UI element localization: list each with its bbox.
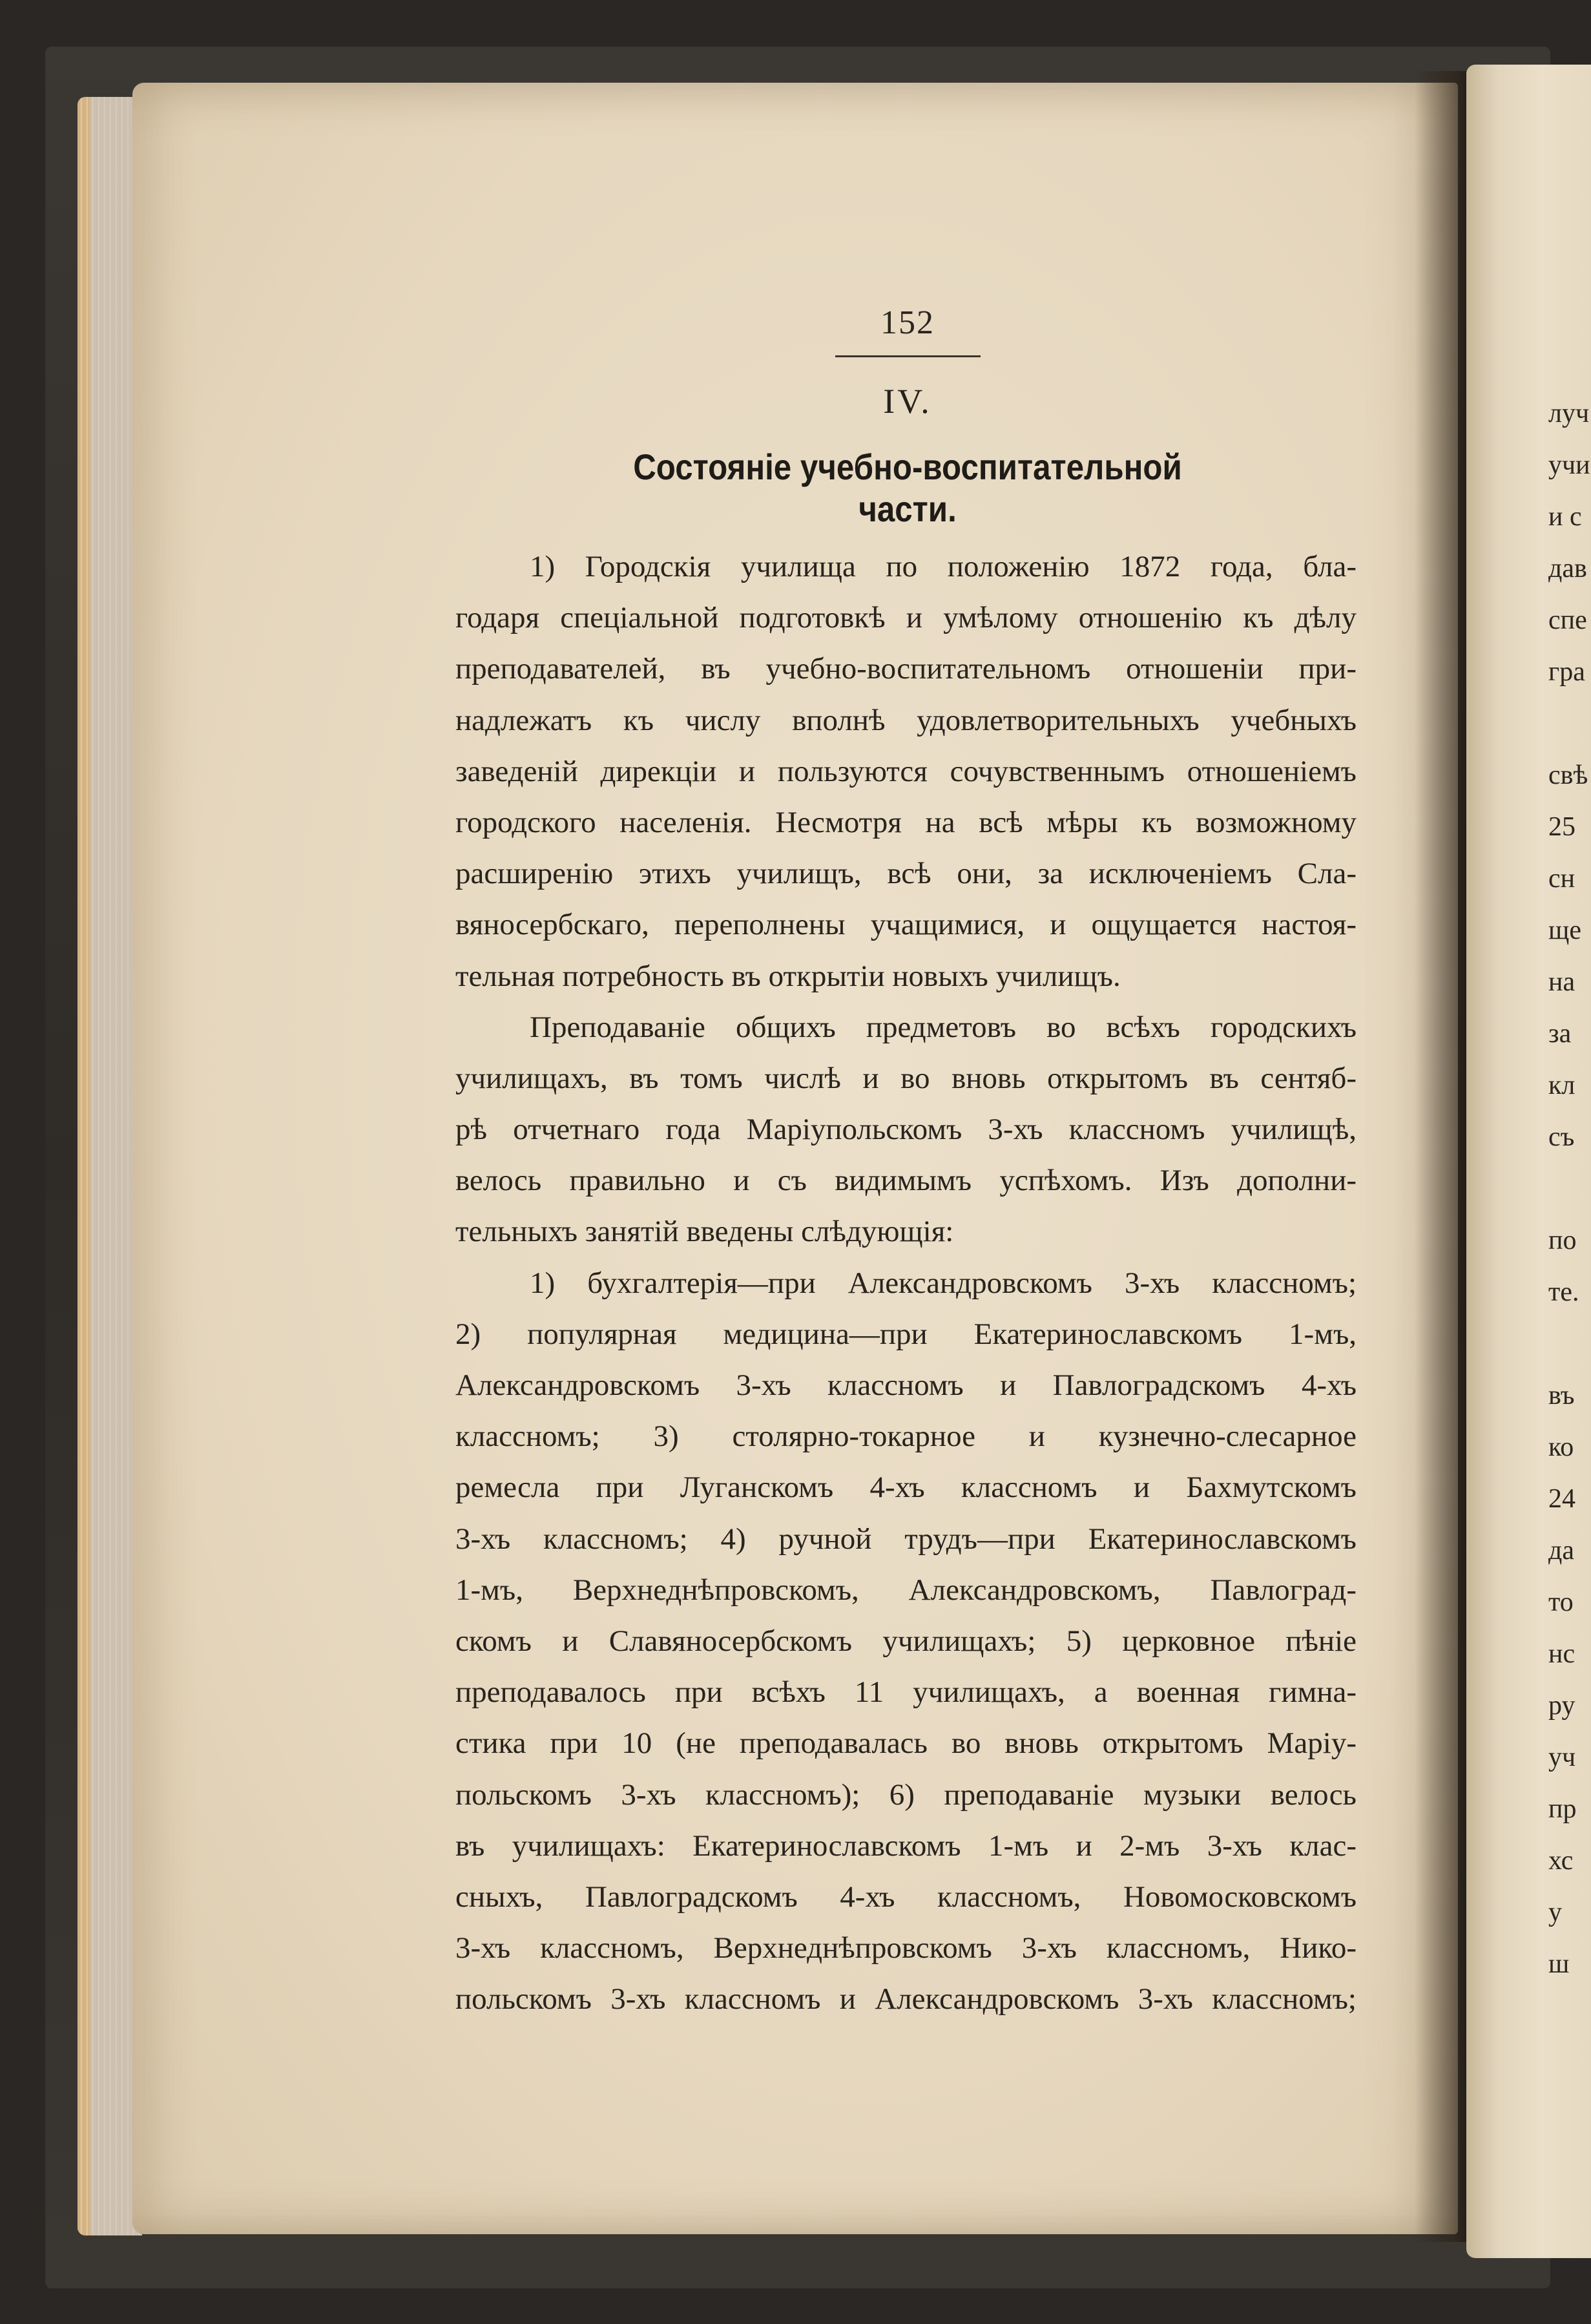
text-line: училищахъ, въ томъ числѣ и во вновь открытомъ въ сентяб- bbox=[455, 1061, 1357, 1095]
right-page-line: 25 bbox=[1548, 812, 1575, 842]
right-page-text-fragments bbox=[1548, 388, 1591, 1990]
right-page-line: ще bbox=[1548, 916, 1581, 945]
text-line: вяносербскаго, переполнены учащимися, и ощущается настоя- bbox=[455, 908, 1357, 942]
right-page-line: луч bbox=[1548, 399, 1590, 428]
text-line: годаря спеціальной подготовкѣ и умѣлому отношенію къ дѣлу bbox=[455, 601, 1357, 635]
text-line: 2) популярная медицина—при Екатеринославскомъ 1-мъ, bbox=[455, 1317, 1357, 1351]
right-page-line: хс bbox=[1548, 1846, 1574, 1876]
right-page-line: нс bbox=[1548, 1639, 1575, 1669]
text-line: классномъ; 3) столярно-токарное и кузнечно-слесарное bbox=[455, 1419, 1357, 1454]
right-page-line: да bbox=[1548, 1536, 1575, 1565]
right-page-line: спе bbox=[1548, 605, 1587, 635]
right-page-line: уч bbox=[1548, 1743, 1576, 1772]
text-line: польскомъ 3-хъ классномъ и Александровскомъ 3-хъ классномъ; bbox=[455, 1982, 1357, 2016]
text-line: городского населенія. Несмотря на всѣ мѣры къ возможному bbox=[455, 805, 1357, 839]
right-page-line: въ bbox=[1548, 1381, 1575, 1410]
right-page-line: те. bbox=[1548, 1277, 1579, 1307]
section-title: Состояніе учебно-воспитательной части. bbox=[633, 446, 1182, 529]
right-page-line: на bbox=[1548, 967, 1575, 997]
text-line: 3-хъ классномъ; 4) ручной трудъ—при Екатеринославскомъ bbox=[455, 1522, 1357, 1556]
right-page-line bbox=[1548, 698, 1591, 749]
text-line: 1-мъ, Верхнеднѣпровскомъ, Александровскомъ, Павлоград- bbox=[455, 1573, 1357, 1607]
right-page-line: дав bbox=[1548, 554, 1587, 583]
text-line: тельныхъ занятій введены слѣдующія: bbox=[455, 1215, 954, 1249]
right-page-line: учи bbox=[1548, 450, 1590, 480]
page-number: 152 bbox=[880, 304, 935, 341]
text-line: расширенію этихъ училищъ, всѣ они, за исключеніемъ Сла- bbox=[455, 857, 1357, 891]
text-line: тельная потребность въ открытіи новыхъ училищъ. bbox=[455, 959, 1121, 993]
right-page-line: ш bbox=[1548, 1949, 1570, 1979]
right-page-line: по bbox=[1548, 1226, 1577, 1255]
right-page-line: съ bbox=[1548, 1122, 1575, 1152]
text-line: велось правильно и съ видимымъ успѣхомъ. Изъ дополни- bbox=[455, 1164, 1357, 1198]
text-line: стика при 10 (не преподавалась во вновь открытомъ Маріу- bbox=[455, 1726, 1357, 1761]
right-page-line: то bbox=[1548, 1587, 1574, 1617]
right-page-line: ру bbox=[1548, 1691, 1575, 1721]
text-line: сныхъ, Павлоградскомъ 4-хъ классномъ, Новомосковскомъ bbox=[455, 1879, 1357, 1914]
right-page-line: пр bbox=[1548, 1794, 1577, 1824]
text-line: заведеній дирекціи и пользуются сочувственнымъ отношеніемъ bbox=[455, 754, 1357, 788]
text-line: преподавалось при всѣхъ 11 училищахъ, а военная гимна- bbox=[455, 1675, 1357, 1710]
page-number-rule bbox=[835, 355, 981, 357]
body-text bbox=[455, 541, 1357, 2025]
text-line: польскомъ 3-хъ классномъ); 6) преподаваніе музыки велось bbox=[455, 1777, 1357, 1812]
text-line: 1) Городскія училища по положенію 1872 года, бла- bbox=[530, 550, 1357, 583]
right-page-line: ко bbox=[1548, 1432, 1574, 1462]
text-line: преподавателей, въ учебно-воспитательномъ отношеніи при- bbox=[455, 652, 1357, 686]
section-number: IV. bbox=[883, 382, 932, 421]
right-page-line: 24 bbox=[1548, 1484, 1575, 1514]
text-line: надлежатъ къ числу вполнѣ удовлетворительныхъ учебныхъ bbox=[455, 703, 1357, 737]
right-page-line: у bbox=[1548, 1898, 1562, 1927]
right-page-line: за bbox=[1548, 1019, 1572, 1049]
text-line: 3-хъ классномъ, Верхнеднѣпровскомъ 3-хъ классномъ, Нико- bbox=[455, 1931, 1357, 1965]
text-line: 1) бухгалтерія—при Александровскомъ 3-хъ классномъ; bbox=[530, 1266, 1357, 1300]
text-line: скомъ и Славяносербскомъ училищахъ; 5) церковное пѣніе bbox=[455, 1624, 1357, 1658]
right-page-line: свѣ bbox=[1548, 760, 1588, 790]
right-page-line bbox=[1548, 1318, 1591, 1370]
text-line: ремесла при Луганскомъ 4-хъ классномъ и Бахмутскомъ bbox=[455, 1471, 1357, 1505]
text-line: рѣ отчетнаго года Маріупольскомъ 3-хъ классномъ училищѣ, bbox=[455, 1113, 1357, 1147]
right-page-line: сн bbox=[1548, 864, 1575, 894]
text-line: Александровскомъ 3-хъ классномъ и Павлоградскомъ 4-хъ bbox=[455, 1368, 1357, 1402]
text-line: Преподаваніе общихъ предметовъ во всѣхъ городскихъ bbox=[530, 1010, 1357, 1044]
right-page-line: гра bbox=[1548, 657, 1585, 687]
right-page-line: кл bbox=[1548, 1071, 1575, 1100]
right-page-line: и с bbox=[1548, 502, 1582, 532]
right-page-line bbox=[1548, 1163, 1591, 1215]
text-line: въ училищахъ: Екатеринославскомъ 1-мъ и 2-мъ 3-хъ клас- bbox=[455, 1828, 1357, 1863]
